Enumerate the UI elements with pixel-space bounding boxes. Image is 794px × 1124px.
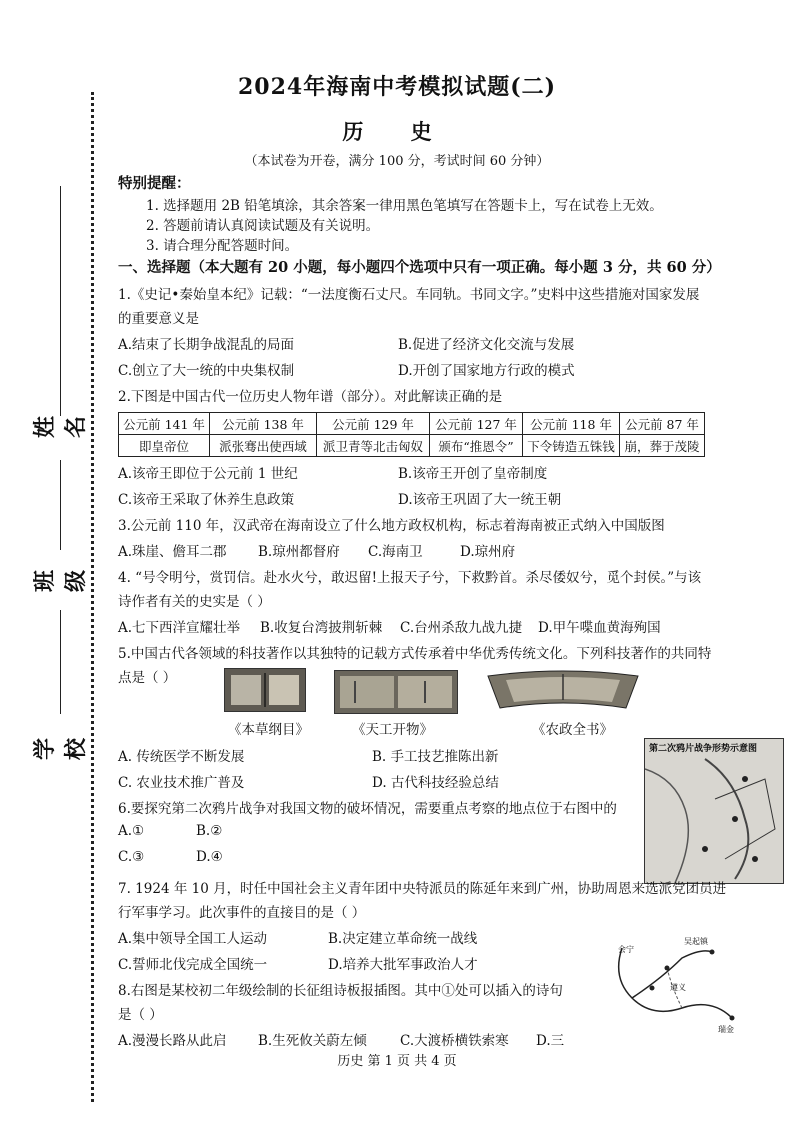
q6-option-a: A.① <box>118 823 145 839</box>
timeline-event: 下令铸造五铢钱 <box>523 435 620 457</box>
timeline-event: 即皇帝位 <box>119 435 210 457</box>
tip-1: 1. 选择题用 2B 铅笔填涂，其余答案一律用黑色笔填写在答题卡上，写在试卷上无效。 <box>146 198 663 214</box>
exam-title: 2024年海南中考模拟试题(二) <box>237 74 557 100</box>
timeline-year: 公元前 118 年 <box>523 413 620 435</box>
book-caption-1: 《本草纲目》 <box>228 722 309 738</box>
q1-option-b: B.促进了经济文化交流与发展 <box>398 337 575 353</box>
timeline-year: 公元前 138 年 <box>210 413 317 435</box>
q6-option-d: D.④ <box>196 849 223 865</box>
timeline-event: 派卫青等北击匈奴 <box>317 435 430 457</box>
tiangong-kaiwu-image <box>334 670 458 714</box>
q2-option-d: D.该帝王巩固了大一统王朝 <box>398 492 562 508</box>
book-pages-icon <box>335 671 457 713</box>
q8-long-march-map <box>592 938 762 1038</box>
book-caption-2: 《天工开物》 <box>352 722 433 738</box>
q2-timeline-table <box>118 412 705 457</box>
q8-option-a: A.漫漫长路从此启 <box>118 1033 227 1049</box>
q5-option-b: B. 手工技艺推陈出新 <box>372 749 499 765</box>
open-book-icon <box>486 668 640 712</box>
q6-stem: 6.要探究第二次鸦片战争对我国文物的破坏情况，需要重点考察的地点位于右图中的 <box>118 801 617 817</box>
exam-subject: 历 史 <box>342 119 452 144</box>
timeline-event: 颁布“推恩令” <box>430 435 523 457</box>
q8-option-d: D.三 <box>536 1033 565 1049</box>
section-heading: 一、选择题（本大题有 20 小题，每小题四个选项中只有一项正确。每小题 3 分，共 60 分） <box>118 259 721 276</box>
q4-stem: 4. “号令明兮，赏罚信。赴水火兮，敢迟留!上报天子兮，下救黔首。杀尽倭奴兮，觅个封侯。”与该 <box>118 570 702 586</box>
q7-option-b: B.决定建立革命统一战线 <box>328 931 478 947</box>
q7-option-a: A.集中领导全国工人运动 <box>118 931 268 947</box>
q4-option-c: C.台州杀敌九战九捷 <box>400 620 523 636</box>
q6-option-c: C.③ <box>118 849 145 865</box>
timeline-year: 公元前 87 年 <box>620 413 705 435</box>
q5-option-c: C. 农业技术推广普及 <box>118 775 245 791</box>
q5-stem-cont: 点是（ ） <box>118 670 177 686</box>
tip-2: 2. 答题前请认真阅读试题及有关说明。 <box>146 218 380 234</box>
tips-heading: 特别提醒： <box>118 175 191 192</box>
exam-note: （本试卷为开卷，满分 100 分，考试时间 60 分钟） <box>244 154 550 169</box>
q7-option-c: C.誓师北伐完成全国统一 <box>118 957 268 973</box>
timeline-event-row <box>119 435 705 457</box>
map-label-wuqi: 吴起镇 <box>684 937 708 946</box>
q7-stem-cont: 行军事学习。此次事件的直接目的是（ ） <box>118 905 366 921</box>
map-label-ruijin: 瑞金 <box>718 1025 734 1034</box>
name-line <box>60 186 61 416</box>
book-caption-3: 《农政全书》 <box>532 722 613 738</box>
q3-option-c: C.海南卫 <box>368 544 423 560</box>
q6-option-b: B.② <box>196 823 223 839</box>
q3-option-d: D.琼州府 <box>460 544 516 560</box>
q8-stem: 8.右图是某校初二年级绘制的长征组诗板报插图。其中①处可以插入的诗句 <box>118 983 563 999</box>
q2-option-c: C.该帝王采取了休养生息政策 <box>118 492 295 508</box>
q1-stem-cont: 的重要意义是 <box>118 311 199 327</box>
q8-option-b: B.生死攸关蔚左倾 <box>258 1033 367 1049</box>
q1-stem: 1.《史记•秦始皇本纪》记载：“一法度衡石丈尺。车同轨。书同文字。”史料中这些措施对国家发展 <box>118 287 700 303</box>
map-label-huining: 会宁 <box>618 945 634 954</box>
q5-option-d: D. 古代科技经验总结 <box>372 775 499 791</box>
q2-stem: 2.下图是中国古代一位历史人物年谱（部分）。对此解读正确的是 <box>118 389 503 405</box>
binding-dotted-line <box>91 92 94 1102</box>
q1-option-d: D.开创了国家地方行政的模式 <box>398 363 575 379</box>
class-label: 班级 <box>32 569 89 592</box>
timeline-event: 派张骞出使西域 <box>210 435 317 457</box>
q4-stem-cont: 诗作者有关的史实是（ ） <box>118 594 271 610</box>
q4-option-a: A.七下西洋宣耀壮举 <box>118 620 241 636</box>
timeline-year: 公元前 129 年 <box>317 413 430 435</box>
q7-option-d: D.培养大批军事政治人才 <box>328 957 478 973</box>
name-label: 姓名 <box>32 415 89 438</box>
school-label: 学校 <box>32 737 89 760</box>
q1-option-a: A.结束了长期争战混乱的局面 <box>118 337 295 353</box>
tip-3: 3. 请合理分配答题时间。 <box>146 238 299 254</box>
q3-stem: 3.公元前 110 年，汉武帝在海南设立了什么地方政权机构，标志着海南被正式纳入中国版图 <box>118 518 665 534</box>
q6-war-map <box>644 738 784 884</box>
school-line <box>60 610 61 714</box>
book-pages-icon <box>225 669 305 711</box>
map-label-zunyi: 遵义 <box>670 983 686 992</box>
q8-stem-cont: 是（ ） <box>118 1007 163 1023</box>
q4-option-b: B.收复台湾披荆斩棘 <box>260 620 383 636</box>
q3-option-a: A.珠崖、儋耳二郡 <box>118 544 227 560</box>
q7-stem: 7. 1924 年 10 月，时任中国社会主义青年团中央特派员的陈延年来到广州，协助周恩来选派党团员进 <box>118 881 727 897</box>
q3-option-b: B.琼州都督府 <box>258 544 340 560</box>
q4-option-d: D.甲午喋血黄海殉国 <box>538 620 661 636</box>
q8-option-c: C.大渡桥横铁索寒 <box>400 1033 509 1049</box>
q5-option-a: A. 传统医学不断发展 <box>118 749 245 765</box>
nongzheng-quanshu-image <box>486 668 640 712</box>
q5-stem: 5.中国古代各领域的科技著作以其独特的记载方式传承着中华优秀传统文化。下列科技著作的共同特 <box>118 646 712 662</box>
q6-map-title: 第二次鸦片战争形势示意图 <box>649 744 758 754</box>
q2-option-a: A.该帝王即位于公元前 1 世纪 <box>118 466 298 482</box>
bencao-gangmu-image <box>224 668 306 712</box>
timeline-event: 崩，葬于茂陵 <box>620 435 705 457</box>
class-line <box>60 460 61 550</box>
q1-option-c: C.创立了大一统的中央集权制 <box>118 363 295 379</box>
timeline-year: 公元前 141 年 <box>119 413 210 435</box>
timeline-year-row <box>119 413 705 435</box>
page-footer: 历史 第 1 页 共 4 页 <box>337 1054 457 1069</box>
q2-option-b: B.该帝王开创了皇帝制度 <box>398 466 548 482</box>
timeline-year: 公元前 127 年 <box>430 413 523 435</box>
map-route-icon <box>645 739 783 883</box>
